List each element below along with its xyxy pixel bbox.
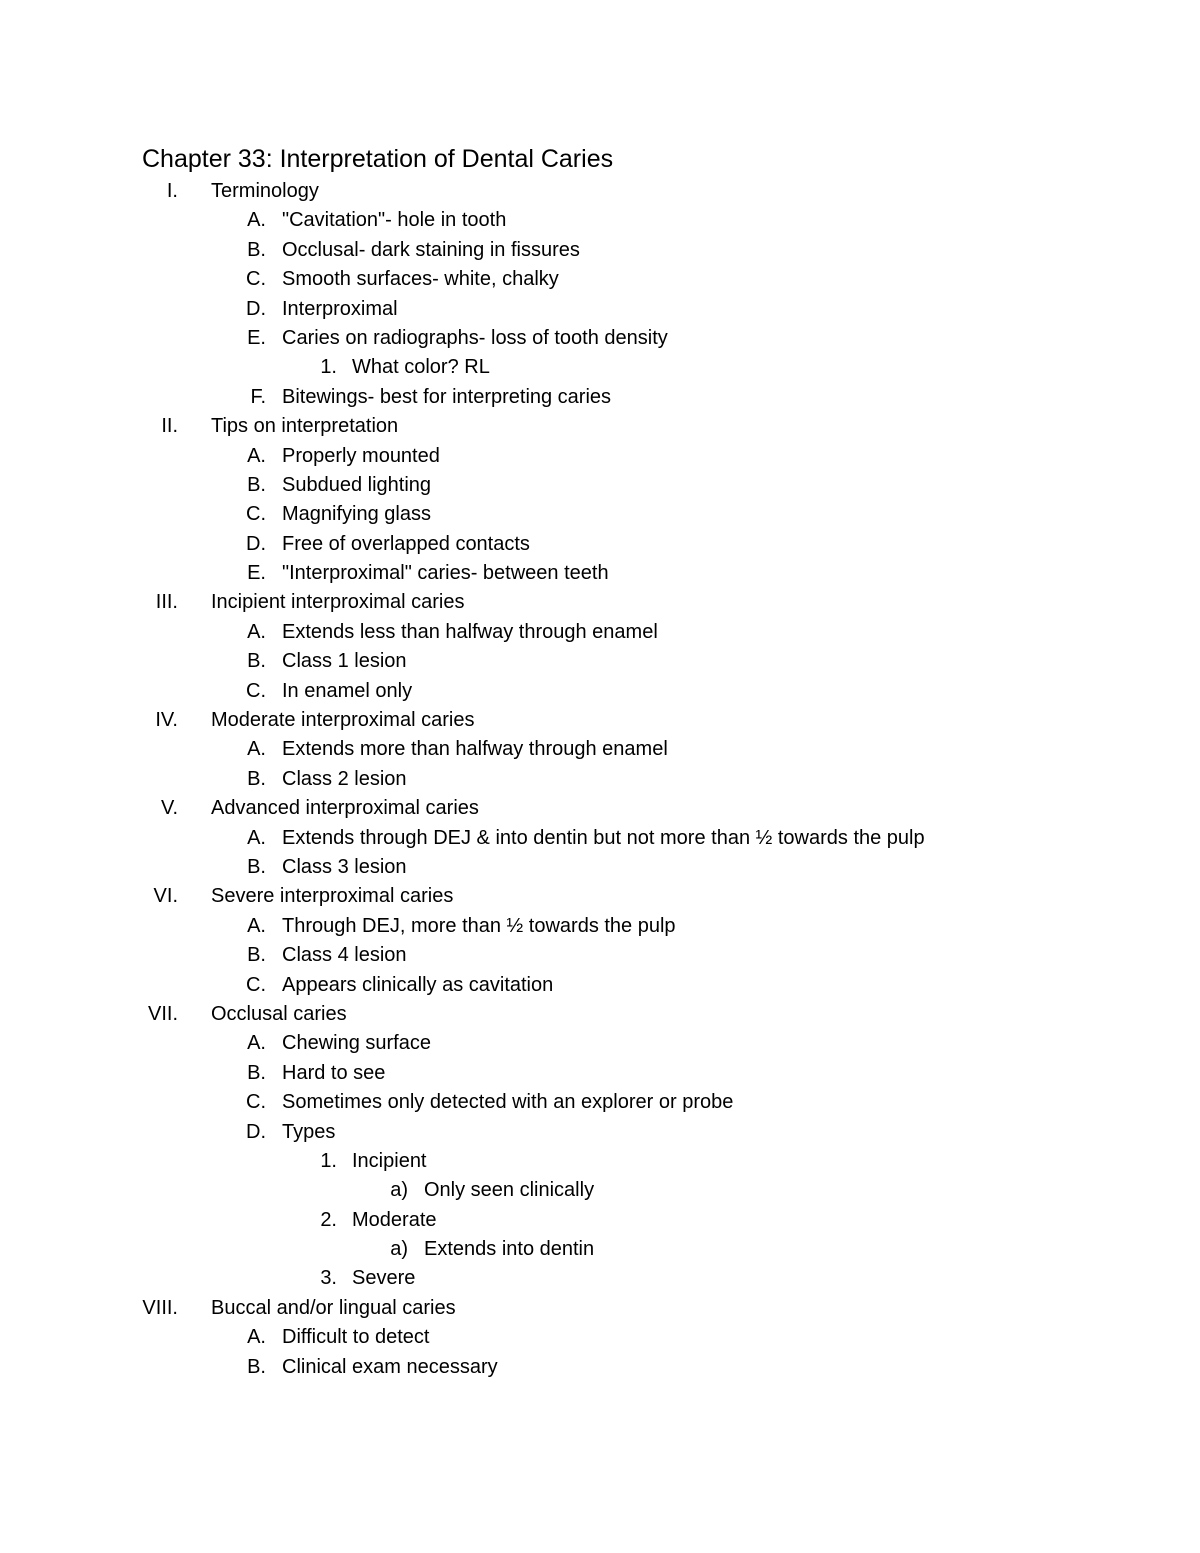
outline-item-level-2 (0, 353, 1200, 382)
outline-text: Occlusal caries (211, 1002, 347, 1025)
outline-marker: A. (247, 209, 266, 232)
outline-marker: a) (390, 1179, 408, 1202)
outline-marker: D. (246, 297, 266, 320)
outline-item-level-3 (0, 1176, 1200, 1205)
outline-marker: I. (166, 180, 178, 202)
outline-text: Appears clinically as cavitation (282, 973, 554, 996)
outline-marker: E. (247, 326, 266, 349)
outline-item-level-1 (0, 206, 1200, 235)
outline-marker: B. (247, 944, 266, 967)
outline-item-level-1 (0, 677, 1200, 706)
outline-marker: B. (247, 855, 266, 878)
outline-marker: A. (247, 444, 266, 467)
document-title: Chapter 33: Interpretation of Dental Caries (142, 145, 614, 173)
outline-text: Smooth surfaces- white, chalky (282, 268, 559, 291)
outline-text: Severe (352, 1267, 416, 1290)
outline-item-level-1 (0, 647, 1200, 676)
outline-item-level-1 (0, 735, 1200, 764)
outline-text: Extends into dentin (424, 1238, 595, 1261)
outline-item-level-1 (0, 1323, 1200, 1352)
outline-text: Class 3 lesion (282, 855, 407, 878)
outline-item-level-1 (0, 265, 1200, 294)
outline-marker: 1. (320, 356, 337, 379)
outline-item-level-0 (0, 177, 1200, 206)
outline-text: Extends less than halfway through enamel (282, 620, 658, 643)
outline-item-level-2 (0, 1147, 1200, 1176)
outline-text: Severe interproximal caries (211, 885, 454, 908)
outline-item-level-1 (0, 559, 1200, 588)
outline-text: Interproximal (282, 297, 398, 320)
outline-text: Class 4 lesion (282, 944, 407, 967)
outline-text: Chewing surface (282, 1032, 431, 1055)
outline-marker: III. (155, 591, 178, 614)
outline-item-level-1 (0, 236, 1200, 265)
outline-marker: A. (247, 826, 266, 849)
outline-text: Incipient interproximal caries (211, 591, 465, 614)
outline-text: Advanced interproximal caries (211, 797, 479, 820)
outline-item-level-3 (0, 1235, 1200, 1264)
outline-marker: C. (246, 268, 266, 291)
outline-text: Difficult to detect (282, 1326, 430, 1349)
outline-item-level-1 (0, 295, 1200, 324)
outline-item-level-1 (0, 1029, 1200, 1058)
outline-text: Hard to see (282, 1061, 386, 1084)
outline-text: Moderate interproximal caries (211, 709, 475, 732)
outline-item-level-1 (0, 442, 1200, 471)
outline-item-level-2 (0, 1206, 1200, 1235)
outline-marker: B. (247, 1061, 266, 1084)
outline-item-level-0 (0, 1000, 1200, 1029)
outline-item-level-1 (0, 383, 1200, 412)
outline-marker: a) (390, 1238, 408, 1261)
outline-marker: 2. (320, 1208, 337, 1231)
outline-text: Moderate (352, 1208, 437, 1231)
outline-marker: D. (246, 1120, 266, 1143)
outline-text: Incipient (352, 1149, 427, 1172)
outline-text: Magnifying glass (282, 503, 431, 526)
outline-text: Class 2 lesion (282, 767, 407, 790)
outline-text: "Cavitation"- hole in tooth (282, 209, 507, 232)
outline-text: In enamel only (282, 679, 413, 702)
outline-text: Caries on radiographs- loss of tooth density (282, 326, 668, 349)
outline-marker: C. (246, 503, 266, 526)
outline-marker: A. (247, 620, 266, 643)
outline-item-level-1 (0, 1353, 1200, 1382)
outline-marker: B. (247, 1355, 266, 1378)
outline-item-level-1 (0, 824, 1200, 853)
outline-marker: B. (247, 767, 266, 790)
outline-text: Buccal and/or lingual caries (211, 1296, 456, 1319)
outline-text: Extends through DEJ & into dentin but not more than ½ towards the pulp (282, 826, 925, 849)
outline-text: Tips on interpretation (211, 415, 399, 438)
outline-marker: D. (246, 532, 266, 555)
outline-marker: A. (247, 738, 266, 761)
outline-marker: B. (247, 650, 266, 673)
outline-text: Extends more than halfway through enamel (282, 738, 668, 761)
outline-text: Class 1 lesion (282, 650, 407, 673)
outline-marker: A. (247, 914, 266, 937)
outline-item-level-1 (0, 530, 1200, 559)
outline-text: Occlusal- dark staining in fissures (282, 238, 580, 261)
outline-text: "Interproximal" caries- between teeth (282, 562, 609, 585)
outline-text: Properly mounted (282, 444, 440, 467)
outline-item-level-0 (0, 412, 1200, 441)
outline-marker: B. (247, 473, 266, 496)
outline-marker: VI. (153, 885, 178, 908)
outline-item-level-1 (0, 941, 1200, 970)
outline-item-level-0 (0, 706, 1200, 735)
outline-text: Free of overlapped contacts (282, 532, 530, 555)
outline-text: Through DEJ, more than ½ towards the pulp (282, 914, 676, 937)
outline-marker: V. (160, 797, 178, 820)
outline-item-level-1 (0, 324, 1200, 353)
outline-item-level-0 (0, 794, 1200, 823)
outline-text: Bitewings- best for interpreting caries (282, 385, 612, 408)
outline-item-level-0 (0, 1294, 1200, 1323)
outline-marker: B. (247, 238, 266, 261)
outline-text: Sometimes only detected with an explorer or probe (282, 1091, 734, 1114)
outline-marker: C. (246, 679, 266, 702)
outline-text: What color? RL (352, 356, 490, 379)
outline-marker: E. (247, 562, 266, 585)
outline-item-level-1 (0, 765, 1200, 794)
outline-item-level-1 (0, 1088, 1200, 1117)
outline-item-level-1 (0, 1059, 1200, 1088)
outline-marker: 3. (320, 1267, 337, 1290)
outline-item-level-1 (0, 853, 1200, 882)
outline-marker: A. (247, 1326, 266, 1349)
outline-marker: 1. (320, 1149, 337, 1172)
outline-item-level-1 (0, 618, 1200, 647)
outline-item-level-1 (0, 971, 1200, 1000)
outline-item-level-1 (0, 912, 1200, 941)
outline-marker: VII. (147, 1002, 178, 1025)
outline-text: Subdued lighting (282, 473, 432, 496)
outline-text: Terminology (211, 180, 319, 202)
outline-item-level-2 (0, 1264, 1200, 1293)
outline-marker: C. (246, 1091, 266, 1114)
outline-marker: IV. (155, 709, 178, 732)
outline-marker: F. (250, 385, 266, 408)
outline-marker: C. (246, 973, 266, 996)
outline-text: Types (282, 1120, 336, 1143)
outline-item-level-1 (0, 1118, 1200, 1147)
outline-text: Clinical exam necessary (282, 1355, 498, 1378)
outline-marker: VIII. (142, 1296, 178, 1319)
outline-marker: II. (161, 415, 178, 438)
outline-item-level-1 (0, 500, 1200, 529)
outline-list (0, 177, 1200, 1382)
outline-item-level-1 (0, 471, 1200, 500)
outline-item-level-0 (0, 588, 1200, 617)
outline-item-level-0 (0, 882, 1200, 911)
outline-text: Only seen clinically (424, 1179, 595, 1202)
outline-marker: A. (247, 1032, 266, 1055)
